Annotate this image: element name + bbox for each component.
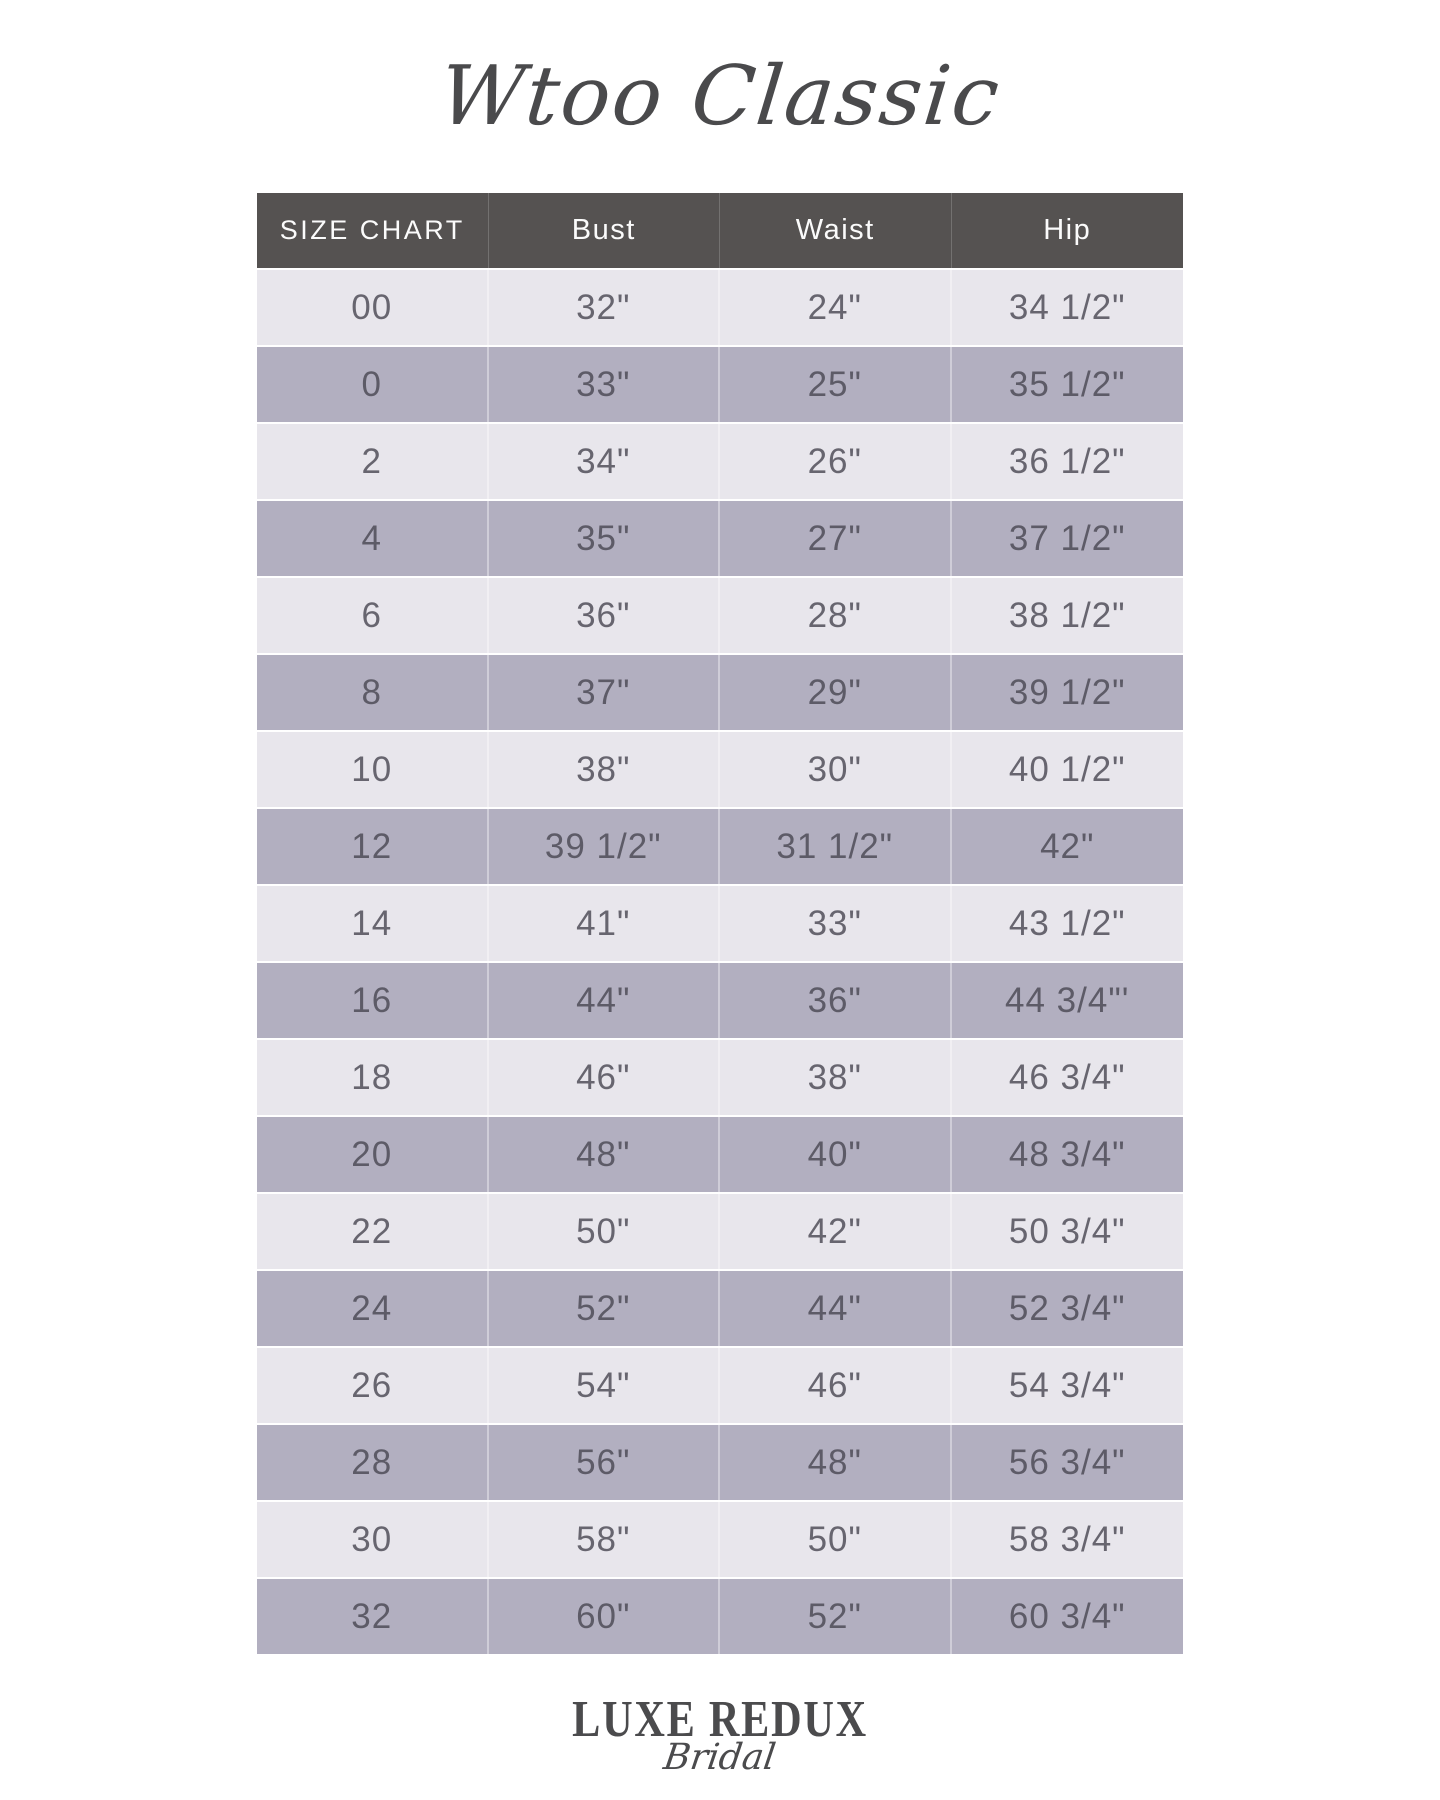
table-cell: 36" bbox=[720, 963, 952, 1038]
table-header-row bbox=[257, 193, 1183, 268]
table-cell: 50 3/4" bbox=[1008, 1211, 1126, 1251]
table-cell: 31 1/2" bbox=[720, 809, 952, 884]
table-cell: 36" bbox=[489, 578, 721, 653]
table-cell: 18 bbox=[257, 1040, 489, 1115]
table-cell: 25" bbox=[720, 347, 952, 422]
table-cell: 28 bbox=[257, 1425, 489, 1500]
table-cell: 28" bbox=[720, 578, 952, 653]
table-cell: 14 bbox=[257, 886, 489, 961]
column-header: SIZE CHART bbox=[257, 193, 489, 268]
table-cell: 40" bbox=[720, 1117, 952, 1192]
table-cell: 48" bbox=[720, 1425, 952, 1500]
table-row bbox=[257, 1502, 1183, 1577]
table-cell: 0 bbox=[257, 347, 489, 422]
table-cell: 33" bbox=[720, 886, 952, 961]
table-cell: 33" bbox=[489, 347, 721, 422]
column-header: Waist bbox=[720, 193, 952, 268]
table-row bbox=[257, 963, 1183, 1038]
brand-logo-script: Bridal bbox=[661, 1737, 779, 1778]
table-cell: 36 1/2" bbox=[1008, 441, 1126, 481]
table-row bbox=[257, 1117, 1183, 1192]
table-cell: 52" bbox=[489, 1271, 721, 1346]
table-cell: 50" bbox=[489, 1194, 721, 1269]
table-cell: 60" bbox=[489, 1579, 721, 1654]
table-cell: 44" bbox=[720, 1271, 952, 1346]
column-header: Bust bbox=[489, 193, 721, 268]
table-cell: 26 bbox=[257, 1348, 489, 1423]
table-cell: 38" bbox=[720, 1040, 952, 1115]
table-cell: 22 bbox=[257, 1194, 489, 1269]
table-cell: 39 1/2" bbox=[489, 809, 721, 884]
table-row bbox=[257, 1579, 1183, 1654]
size-chart-table bbox=[257, 193, 1183, 1654]
table-cell: 16 bbox=[257, 963, 489, 1038]
table-cell: 2 bbox=[257, 424, 489, 499]
brand-logo-wordmark: LUXE REDUX bbox=[572, 1690, 868, 1749]
table-cell: 00 bbox=[257, 270, 489, 345]
table-cell: 32 bbox=[257, 1579, 489, 1654]
table-cell: 37" bbox=[489, 655, 721, 730]
table-cell: 46" bbox=[720, 1348, 952, 1423]
table-cell: 52" bbox=[720, 1579, 952, 1654]
table-row bbox=[257, 886, 1183, 961]
table-cell: 34 1/2" bbox=[1008, 287, 1126, 327]
table-row bbox=[257, 655, 1183, 730]
table-cell: 30 bbox=[257, 1502, 489, 1577]
table-row bbox=[257, 347, 1183, 422]
table-row bbox=[257, 809, 1183, 884]
table-cell: 52 3/4" bbox=[1008, 1288, 1126, 1328]
table-cell: 24" bbox=[720, 270, 952, 345]
table-row bbox=[257, 270, 1183, 345]
page-title: Wtoo Classic bbox=[434, 49, 1006, 144]
table-cell: 37 1/2" bbox=[1008, 518, 1126, 558]
table-cell: 10 bbox=[257, 732, 489, 807]
table-row bbox=[257, 1348, 1183, 1423]
table-row bbox=[257, 424, 1183, 499]
table-cell: 43 1/2" bbox=[1008, 903, 1126, 943]
size-table-body bbox=[257, 270, 1183, 1654]
table-cell: 56" bbox=[489, 1425, 721, 1500]
title-area bbox=[0, 0, 1440, 193]
table-cell: 48" bbox=[489, 1117, 721, 1192]
table-cell: 4 bbox=[257, 501, 489, 576]
table-cell: 40 1/2" bbox=[1008, 749, 1126, 789]
table-cell: 58 3/4" bbox=[1008, 1519, 1126, 1559]
table-cell: 44" bbox=[489, 963, 721, 1038]
table-cell: 24 bbox=[257, 1271, 489, 1346]
table-row bbox=[257, 578, 1183, 653]
table-row bbox=[257, 732, 1183, 807]
table-cell: 12 bbox=[257, 809, 489, 884]
table-cell: 42" bbox=[720, 1194, 952, 1269]
table-cell: 20 bbox=[257, 1117, 489, 1192]
table-cell: 60 3/4" bbox=[1008, 1596, 1126, 1636]
table-cell: 44 3/4"' bbox=[1005, 980, 1130, 1020]
table-cell: 54" bbox=[489, 1348, 721, 1423]
table-cell: 32" bbox=[489, 270, 721, 345]
table-row bbox=[257, 501, 1183, 576]
table-cell: 26" bbox=[720, 424, 952, 499]
table-cell: 39 1/2" bbox=[1008, 672, 1126, 712]
table-cell: 38 1/2" bbox=[1008, 595, 1126, 635]
table-cell: 50" bbox=[720, 1502, 952, 1577]
table-cell: 35" bbox=[489, 501, 721, 576]
table-cell: 56 3/4" bbox=[1008, 1442, 1126, 1482]
table-cell: 48 3/4" bbox=[1008, 1134, 1126, 1174]
table-cell: 29" bbox=[720, 655, 952, 730]
table-cell: 30" bbox=[720, 732, 952, 807]
table-cell: 42" bbox=[1040, 826, 1095, 866]
table-cell: 46" bbox=[489, 1040, 721, 1115]
table-cell: 27" bbox=[720, 501, 952, 576]
table-row bbox=[257, 1271, 1183, 1346]
table-cell: 54 3/4" bbox=[1008, 1365, 1126, 1405]
table-cell: 58" bbox=[489, 1502, 721, 1577]
table-row bbox=[257, 1040, 1183, 1115]
table-row bbox=[257, 1194, 1183, 1269]
brand-logo bbox=[0, 1692, 1440, 1778]
table-cell: 35 1/2" bbox=[1008, 364, 1126, 404]
table-cell: 8 bbox=[257, 655, 489, 730]
table-row bbox=[257, 1425, 1183, 1500]
table-cell: 46 3/4" bbox=[1008, 1057, 1126, 1097]
table-cell: 34" bbox=[489, 424, 721, 499]
column-header: Hip bbox=[1043, 214, 1092, 246]
table-cell: 38" bbox=[489, 732, 721, 807]
table-cell: 6 bbox=[257, 578, 489, 653]
table-cell: 41" bbox=[489, 886, 721, 961]
